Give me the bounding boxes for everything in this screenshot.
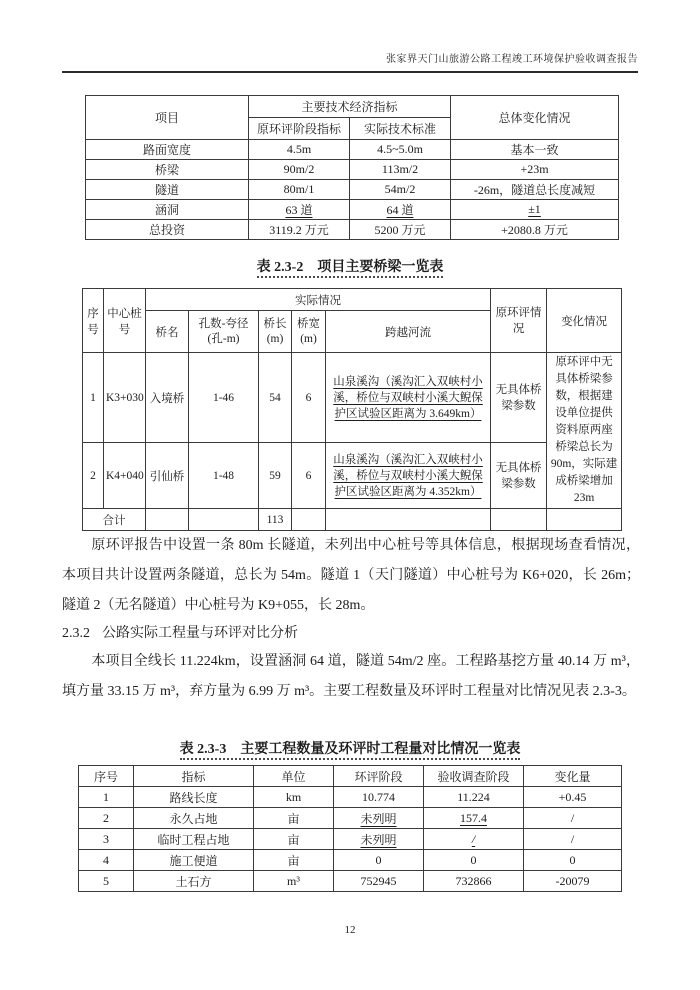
table-row xyxy=(86,160,619,180)
cell-stake: K3+030 xyxy=(104,353,146,443)
cell-item: 总投资 xyxy=(86,220,249,240)
cell-width: 6 xyxy=(292,353,326,443)
cell-actual: 5200 万元 xyxy=(350,220,451,240)
cell-change: +0.45 xyxy=(524,787,622,808)
cell-eia: 未列明 xyxy=(334,808,424,829)
section-title: 公路实际工程量与环评对比分析 xyxy=(102,626,298,641)
cell-item: 隧道 xyxy=(86,180,249,200)
header-cell-length xyxy=(259,311,292,353)
bridges-table xyxy=(82,288,622,531)
table3-caption-label: 表 2.3-3 xyxy=(179,742,227,757)
header-cell-survey: 验收调查阶段 xyxy=(424,766,524,787)
table2-caption-label: 表 2.3-2 xyxy=(256,260,304,275)
table-row xyxy=(86,200,619,220)
header-cell-no: 序号 xyxy=(83,289,104,353)
cell-unit: m³ xyxy=(254,871,334,892)
table-row xyxy=(86,180,619,200)
table-row xyxy=(86,220,619,240)
table2-caption-title: 项目主要桥梁一览表 xyxy=(317,260,444,275)
cell-change: -20079 xyxy=(524,871,622,892)
cell-actual: 113m/2 xyxy=(350,160,451,180)
cell-indicator: 施工便道 xyxy=(134,850,254,871)
cell-empty xyxy=(326,509,491,531)
cell-river: 山泉溪沟（溪沟汇入双峡村小溪，桥位与双峡村小溪大鲵保护区试验区距离为 3.649km） xyxy=(326,353,491,443)
cell-empty xyxy=(189,509,259,531)
cell-change: 0 xyxy=(524,850,622,871)
cell-change: ±1 xyxy=(451,200,619,220)
cell-width: 6 xyxy=(292,443,326,509)
length-sub: (m) xyxy=(266,332,284,345)
table-header-row xyxy=(79,766,622,787)
cell-change: / xyxy=(524,829,622,850)
page-number: 12 xyxy=(344,924,356,936)
cell-no: 1 xyxy=(79,787,134,808)
header-cell-change: 变化情况 xyxy=(547,289,622,353)
cell-eia: 无具体桥梁参数 xyxy=(491,353,547,443)
cell-empty xyxy=(491,509,547,531)
table-row xyxy=(86,140,619,160)
cell-river: 山泉溪沟（溪沟汇入双峡村小溪，桥位与双峡村小溪大鲵保护区试验区距离为 4.352km） xyxy=(326,443,491,509)
cell-unit: 亩 xyxy=(254,829,334,850)
cell-eia: 4.5m xyxy=(249,140,350,160)
cell-survey: 11.224 xyxy=(424,787,524,808)
cell-span: 1-48 xyxy=(189,443,259,509)
cell-length: 54 xyxy=(259,353,292,443)
cell-unit: 亩 xyxy=(254,808,334,829)
table-row xyxy=(83,353,622,443)
section-heading xyxy=(62,622,298,646)
header-cell-river: 跨越河流 xyxy=(326,311,491,353)
table3-caption xyxy=(62,738,638,758)
cell-no: 2 xyxy=(83,443,104,509)
page-footer xyxy=(0,924,700,936)
cell-no: 3 xyxy=(79,829,134,850)
header-cell-bridge-name: 桥名 xyxy=(146,311,189,353)
cell-eia: 90m/2 xyxy=(249,160,350,180)
table-row xyxy=(79,808,622,829)
indicators-table xyxy=(85,95,619,240)
page-header xyxy=(62,50,638,73)
cell-indicator: 临时工程占地 xyxy=(134,829,254,850)
paragraph-quantities: 本项目全线长 11.224km，设置涵洞 64 道，隧道 54m/2 座。工程路基挖方量 40.14 万 m³，填方量 33.15 万 m³，弃方量为 6.99 万 m³。主要工程数量及环评时工程量对比情况见表 2.3-3。 xyxy=(62,654,640,699)
cell-bridge-name: 入境桥 xyxy=(146,353,189,443)
cell-change: / xyxy=(524,808,622,829)
header-cell-indicator: 指标 xyxy=(134,766,254,787)
table3-caption-title: 主要工程数量及环评时工程量对比情况一览表 xyxy=(240,742,521,757)
cell-item: 路面宽度 xyxy=(86,140,249,160)
table-total-row xyxy=(83,509,622,531)
cell-no: 2 xyxy=(79,808,134,829)
cell-change: -26m，隧道总长度减短 xyxy=(451,180,619,200)
cell-eia: 752945 xyxy=(334,871,424,892)
table2-caption xyxy=(62,256,638,276)
cell-change: +2080.8 万元 xyxy=(451,220,619,240)
report-title-header: 张家界天门山旅游公路工程竣工环境保护验收调查报告 xyxy=(386,54,638,65)
cell-eia: 0 xyxy=(334,850,424,871)
cell-indicator: 永久占地 xyxy=(134,808,254,829)
cell-eia: 80m/1 xyxy=(249,180,350,200)
cell-actual: 64 道 xyxy=(350,200,451,220)
table-row xyxy=(79,829,622,850)
header-cell-eia: 原环评情况 xyxy=(491,289,547,353)
table2-caption-text xyxy=(257,260,444,278)
table-row xyxy=(79,850,622,871)
cell-change: +23m xyxy=(451,160,619,180)
cell-eia: 无具体桥梁参数 xyxy=(491,443,547,509)
table-row xyxy=(79,871,622,892)
cell-empty xyxy=(292,509,326,531)
header-cell-change: 总体变化情况 xyxy=(451,96,619,140)
header-cell-eia: 原环评阶段指标 xyxy=(249,118,350,140)
cell-no: 5 xyxy=(79,871,134,892)
cell-empty xyxy=(146,509,189,531)
table-header-row xyxy=(86,96,619,118)
header-cell-actual-group: 实际情况 xyxy=(146,289,491,311)
quantities-table xyxy=(78,765,622,892)
header-cell-item: 项目 xyxy=(86,96,249,140)
cell-change: 基本一致 xyxy=(451,140,619,160)
cell-empty xyxy=(547,509,622,531)
header-cell-eia: 环评阶段 xyxy=(334,766,424,787)
paragraph-tunnel: 原环评报告中设置一条 80m 长隧道，未列出中心桩号等具体信息，根据现场查看情况，本项目共计设置两条隧道，总长为 54m。隧道 1（天门隧道）中心桩号为 K6+020，长 26m；隧道 2（无名隧道）中心桩号为 K9+055，长 28m。 xyxy=(62,538,640,613)
cell-bridge-name: 引仙桥 xyxy=(146,443,189,509)
span-sub: (孔-m) xyxy=(207,332,240,345)
header-cell-span xyxy=(189,311,259,353)
cell-actual: 54m/2 xyxy=(350,180,451,200)
cell-actual: 4.5~5.0m xyxy=(350,140,451,160)
header-cell-unit: 单位 xyxy=(254,766,334,787)
cell-eia: 63 道 xyxy=(249,200,350,220)
cell-eia: 3119.2 万元 xyxy=(249,220,350,240)
header-cell-stake: 中心桩号 xyxy=(104,289,146,353)
cell-indicator: 路线长度 xyxy=(134,787,254,808)
cell-eia: 10.774 xyxy=(334,787,424,808)
cell-item: 桥梁 xyxy=(86,160,249,180)
cell-span: 1-46 xyxy=(189,353,259,443)
cell-total-label: 合计 xyxy=(83,509,146,531)
width-label: 桥宽 xyxy=(297,317,320,330)
cell-stake: K4+040 xyxy=(104,443,146,509)
header-cell-no: 序号 xyxy=(79,766,134,787)
header-cell-actual: 实际技术标准 xyxy=(350,118,451,140)
cell-item: 涵洞 xyxy=(86,200,249,220)
width-sub: (m) xyxy=(300,332,317,345)
cell-survey: 0 xyxy=(424,850,524,871)
cell-unit: 亩 xyxy=(254,850,334,871)
table-header-row xyxy=(83,289,622,311)
cell-survey: / xyxy=(424,829,524,850)
cell-no: 4 xyxy=(79,850,134,871)
cell-length: 59 xyxy=(259,443,292,509)
span-label: 孔数-夸径 xyxy=(198,317,249,330)
cell-total-length: 113 xyxy=(259,509,292,531)
length-label: 桥长 xyxy=(263,317,287,330)
section-number: 2.3.2 xyxy=(62,626,90,641)
table-row xyxy=(79,787,622,808)
cell-survey: 732866 xyxy=(424,871,524,892)
header-cell-width xyxy=(292,311,326,353)
header-cell-change: 变化量 xyxy=(524,766,622,787)
cell-indicator: 土石方 xyxy=(134,871,254,892)
cell-no: 1 xyxy=(83,353,104,443)
table3-caption-text xyxy=(180,742,521,760)
cell-unit: km xyxy=(254,787,334,808)
cell-eia: 未列明 xyxy=(334,829,424,850)
cell-survey: 157.4 xyxy=(424,808,524,829)
table-row xyxy=(83,443,622,509)
header-cell-group: 主要技术经济指标 xyxy=(249,96,451,118)
cell-change-merged: 原环评中无具体桥梁参数，根据建设单位提供资料原两座桥梁总长为 90m，实际建成桥梁增加 23m xyxy=(547,353,622,509)
